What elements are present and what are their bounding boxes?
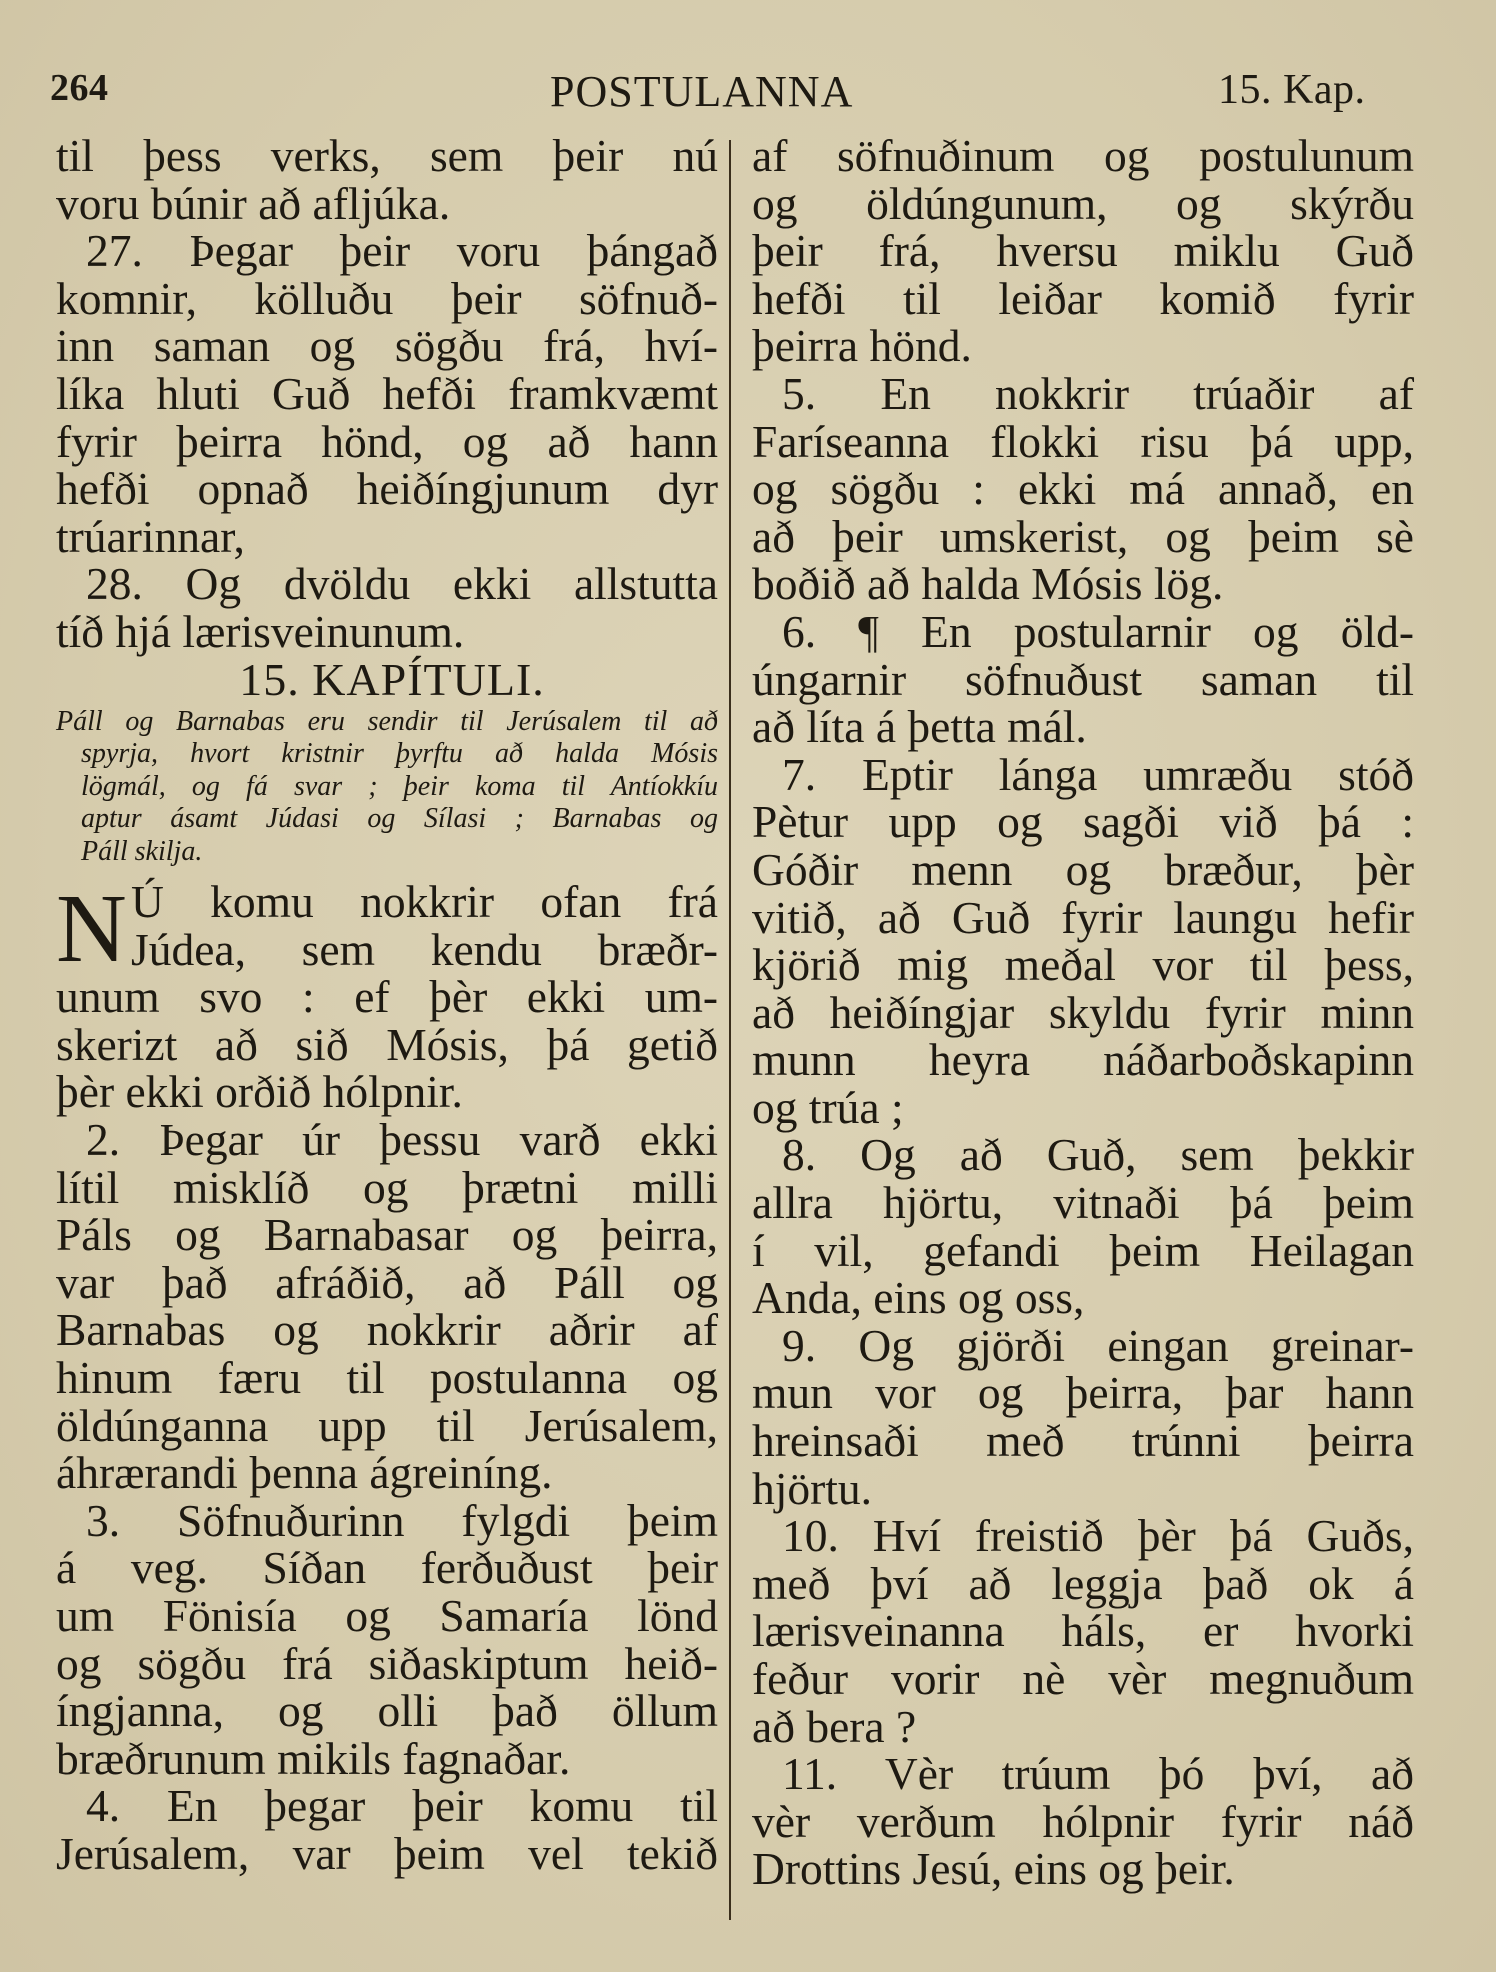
verse-3-line: 3. Söfnuðurinn fylgdi þeim (86, 1494, 718, 1546)
text-line: lítil misklíð og þrætni milli (56, 1161, 718, 1213)
chapter-heading: 15. KAPÍTULI. (239, 653, 545, 705)
text-line: mun vor og þeirra, þar hann (752, 1367, 1414, 1419)
text-line: og trúa ; (752, 1081, 904, 1133)
text-line: þèr ekki orðið hólpnir. (56, 1066, 463, 1118)
text-line: hefði opnað heiðíngjunum dyr (56, 463, 718, 515)
text-line: vitið, að Guð fyrir laungu hefir (752, 891, 1414, 943)
text-line: hjörtu. (752, 1462, 873, 1514)
text-line: áhrærandi þenna ágreiníng. (56, 1447, 553, 1499)
text-line: úngarnir söfnuðust saman til (752, 653, 1414, 705)
text-line: vèr verðum hólpnir fyrir náð (752, 1795, 1414, 1847)
text-line: feður vorir nè vèr megnuðum (752, 1653, 1414, 1704)
text-line: að líta á þetta mál. (752, 701, 1087, 753)
summary-line: Páll og Barnabas eru sendir til Jerúsalem til að (56, 705, 718, 737)
left-lines-top (56, 132, 718, 656)
verse-6-line: 6. ¶ En postularnir og öld- (782, 605, 1414, 657)
verse-7-line: 7. Eptir lánga umræðu stóð (782, 748, 1414, 800)
text-line: boðið að halda Mósis lög. (752, 558, 1224, 610)
text-line: íngjanna, og olli það öllum (56, 1685, 718, 1737)
text-line: komnir, kölluðu þeir söfnuð- (56, 272, 718, 324)
text-line: Páls og Barnabasar og þeirra, (56, 1209, 718, 1261)
text-line: til þess verks, sem þeir nú (56, 130, 718, 181)
text-line: hefði til leiðar komið fyrir (752, 272, 1414, 324)
verse-2-line: 2. Þegar úr þessu varð ekki (86, 1114, 718, 1165)
verse-10-line: 10. Hví freistið þèr þá Guðs, (782, 1510, 1414, 1562)
text-line: bræðrunum mikils fagnaðar. (56, 1732, 571, 1784)
right-column (752, 132, 1414, 1893)
text-line: Barnabas og nokkrir aðrir af (56, 1304, 718, 1356)
verse-28-line: 28. Og dvöldu ekki allstutta (86, 558, 718, 610)
text-line: tíð hjá lærisveinunum. (56, 605, 465, 657)
text-line: Anda, eins og oss, (752, 1272, 1085, 1324)
verse-11-line: 11. Vèr trúum þó því, að (782, 1748, 1414, 1800)
text-line: allra hjörtu, vitnaði þá þeim (752, 1177, 1414, 1229)
drop-cap: N (56, 875, 127, 984)
text-line: og sögðu frá siðaskiptum heið- (56, 1637, 718, 1689)
text-line: var það afráðið, að Páll og (56, 1256, 718, 1308)
verse-8-line: 8. Og að Guð, sem þekkir (782, 1129, 1414, 1181)
page-number: 264 (50, 67, 109, 109)
text-line: að bera ? (752, 1700, 917, 1752)
chapter-reference: 15. Kap. (1218, 67, 1366, 113)
summary-line: Páll skilja. (81, 835, 203, 867)
text-line: að heiðíngjar skyldu fyrir minn (752, 986, 1414, 1038)
text-line: og sögðu : ekki má annað, en (752, 463, 1414, 515)
text-line: skerizt að sið Mósis, þá getið (56, 1018, 718, 1070)
text-line: Góðir menn og bræður, þèr (752, 843, 1414, 895)
text-line: lærisveinanna háls, er hvorki (752, 1605, 1414, 1657)
running-title: POSTULANNA (550, 67, 854, 116)
chapter-opening (56, 875, 718, 1879)
verse-9-line: 9. Og gjörði eingan greinar- (782, 1319, 1414, 1371)
chapter-summary (56, 706, 718, 869)
text-line: að þeir umskerist, og þeim sè (752, 510, 1414, 562)
text-line: inn saman og sögðu frá, hví- (56, 320, 718, 372)
text-line: af söfnuðinum og postulunum (752, 130, 1414, 181)
summary-line: spyrja, hvort kristnir þyrftu að halda Mósis (81, 738, 718, 770)
text-line: Drottins Jesú, eins og þeir. (752, 1843, 1235, 1895)
summary-line: aptur ásamt Júdasi og Sílasi ; Barnabas og (81, 803, 718, 835)
summary-line: lögmál, og fá svar ; þeir koma til Antíokkíu (81, 770, 718, 802)
text-line: Júdea, sem kendu bræðr- (131, 923, 718, 975)
verse-27-line: 27. Þegar þeir voru þángað (86, 225, 718, 277)
text-line: þeirra hönd. (752, 320, 972, 372)
text-line: munn heyra náðarboðskapinn (752, 1034, 1414, 1086)
text-line: kjörið mig meðal vor til þess, (752, 939, 1414, 991)
text-line: í vil, gefandi þeim Heilagan (752, 1224, 1414, 1276)
running-header (0, 66, 1496, 126)
column-divider (729, 140, 731, 1920)
text-line: líka hluti Guð hefði framkvæmt (56, 367, 718, 419)
text-line: Jerúsalem, var þeim vel tekið (56, 1827, 718, 1879)
text-line: um Fönisía og Samaría lönd (56, 1589, 718, 1641)
text-line: hreinsaði með trúnni þeirra (752, 1415, 1414, 1467)
text-line: og öldúngunum, og skýrðu (752, 177, 1414, 229)
text-line: þeir frá, hversu miklu Guð (752, 225, 1414, 277)
left-column (56, 132, 718, 1878)
text-line: Ú komu nokkrir ofan frá (131, 876, 718, 928)
text-line: öldúnganna upp til Jerúsalem, (56, 1399, 718, 1451)
text-line: voru búnir að afljúka. (56, 177, 451, 229)
text-line: hinum færu til postulanna og (56, 1351, 718, 1403)
text-line: trúarinnar, (56, 510, 245, 562)
verse-5-line: 5. En nokkrir trúaðir af (782, 367, 1414, 419)
verse-4-line: 4. En þegar þeir komu til (86, 1780, 718, 1832)
text-line: Pètur upp og sagði við þá : (752, 796, 1414, 848)
text-line: á veg. Síðan ferðuðust þeir (56, 1542, 718, 1594)
text-line: Faríseanna flokki risu þá upp, (752, 415, 1414, 467)
text-line: unum svo : ef þèr ekki um- (56, 971, 718, 1023)
text-line: með því að leggja það ok á (752, 1557, 1414, 1609)
text-line: fyrir þeirra hönd, og að hann (56, 415, 718, 467)
